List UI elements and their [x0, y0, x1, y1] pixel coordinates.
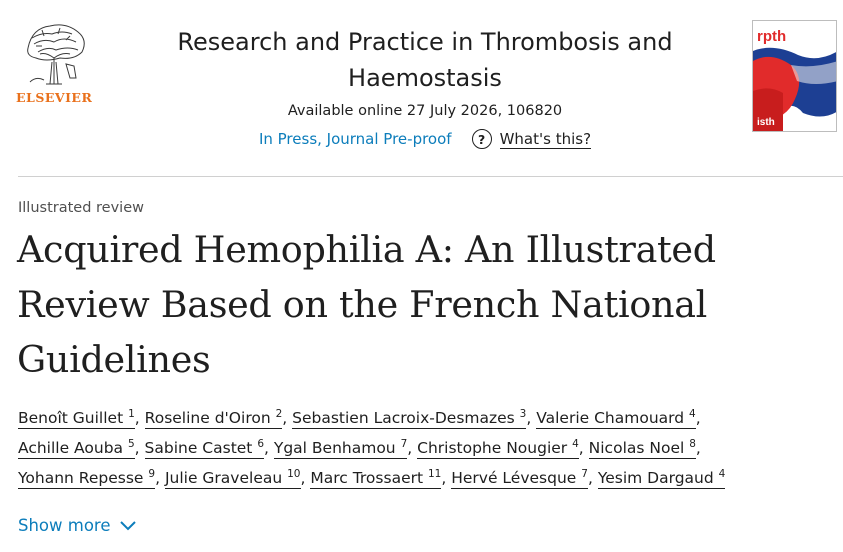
author-link[interactable]: Yesim Dargaud $^4$ [597, 468, 726, 487]
article-type: Illustrated review [18, 200, 144, 216]
show-more-button[interactable] [18, 516, 137, 535]
author-link[interactable]: Valerie Chamouard $^4$ [536, 408, 696, 427]
journal-info [150, 24, 700, 149]
whats-this-button[interactable] [472, 129, 591, 149]
cover-society: isth [757, 117, 775, 128]
show-more-label: Show more [18, 516, 111, 535]
author-link[interactable]: Julie Graveleau $^{10}$ [164, 468, 301, 487]
journal-header [0, 0, 843, 170]
author-link[interactable]: Hervé Lévesque $^7$ [451, 468, 588, 487]
whats-this-label: What's this? [499, 129, 592, 148]
author-link[interactable]: Christophe Nougier $^4$ [417, 438, 579, 457]
author-link[interactable]: Sabine Castet $^6$ [144, 438, 265, 457]
elsevier-wordmark: ELSEVIER [16, 90, 93, 105]
journal-title[interactable]: Research and Practice in Thrombosis and Haemostasis [177, 28, 673, 92]
availability-date: Available online 27 July 2026, 106820 [287, 103, 563, 119]
cover-abbrev: rpth [757, 28, 787, 45]
author-link[interactable]: Yohann Repesse $^9$ [18, 468, 156, 487]
article-title: Acquired Hemophilia A: An Illustrated Review Based on the French National Guidelines [17, 228, 716, 381]
author-link[interactable]: Benoît Guillet $^1$ [18, 408, 135, 427]
elsevier-tree-icon [16, 18, 92, 88]
elsevier-logo[interactable] [16, 18, 92, 104]
chevron-down-icon [119, 520, 137, 532]
author-link[interactable]: Marc Trossaert $^{11}$ [310, 468, 442, 487]
author-link[interactable]: Roseline d'Oiron $^2$ [144, 408, 283, 427]
question-circle-icon: ? [472, 129, 492, 149]
author-link[interactable]: Nicolas Noel $^8$ [588, 438, 696, 457]
in-press-link[interactable]: In Press, Journal Pre-proof [258, 130, 452, 148]
header-divider [18, 176, 843, 177]
author-link[interactable]: Ygal Benhamou $^7$ [273, 438, 408, 457]
journal-cover-image[interactable] [752, 20, 837, 132]
status-row [150, 129, 700, 149]
author-list: Benoît Guillet $^1$, Roseline d'Oiron $^2$, Sebastien Lacroix-Desmazes $^3$, Valerie Chamouard $^4$, Achille Aouba $^5$, Sabine Castet $^6$, Ygal Benhamou $^7$, Christophe Nougier $^4$, Nicolas Noel $^8$, Yohann Repesse $^9$, Julie Graveleau $^{10}$, Marc Trossaert $^{11}$, Hervé Lévesque $^7$, Yesim Dargaud $^4$ [18, 408, 726, 487]
author-link[interactable]: Achille Aouba $^5$ [18, 438, 135, 457]
author-link[interactable]: Sebastien Lacroix-Desmazes $^3$ [292, 408, 527, 427]
